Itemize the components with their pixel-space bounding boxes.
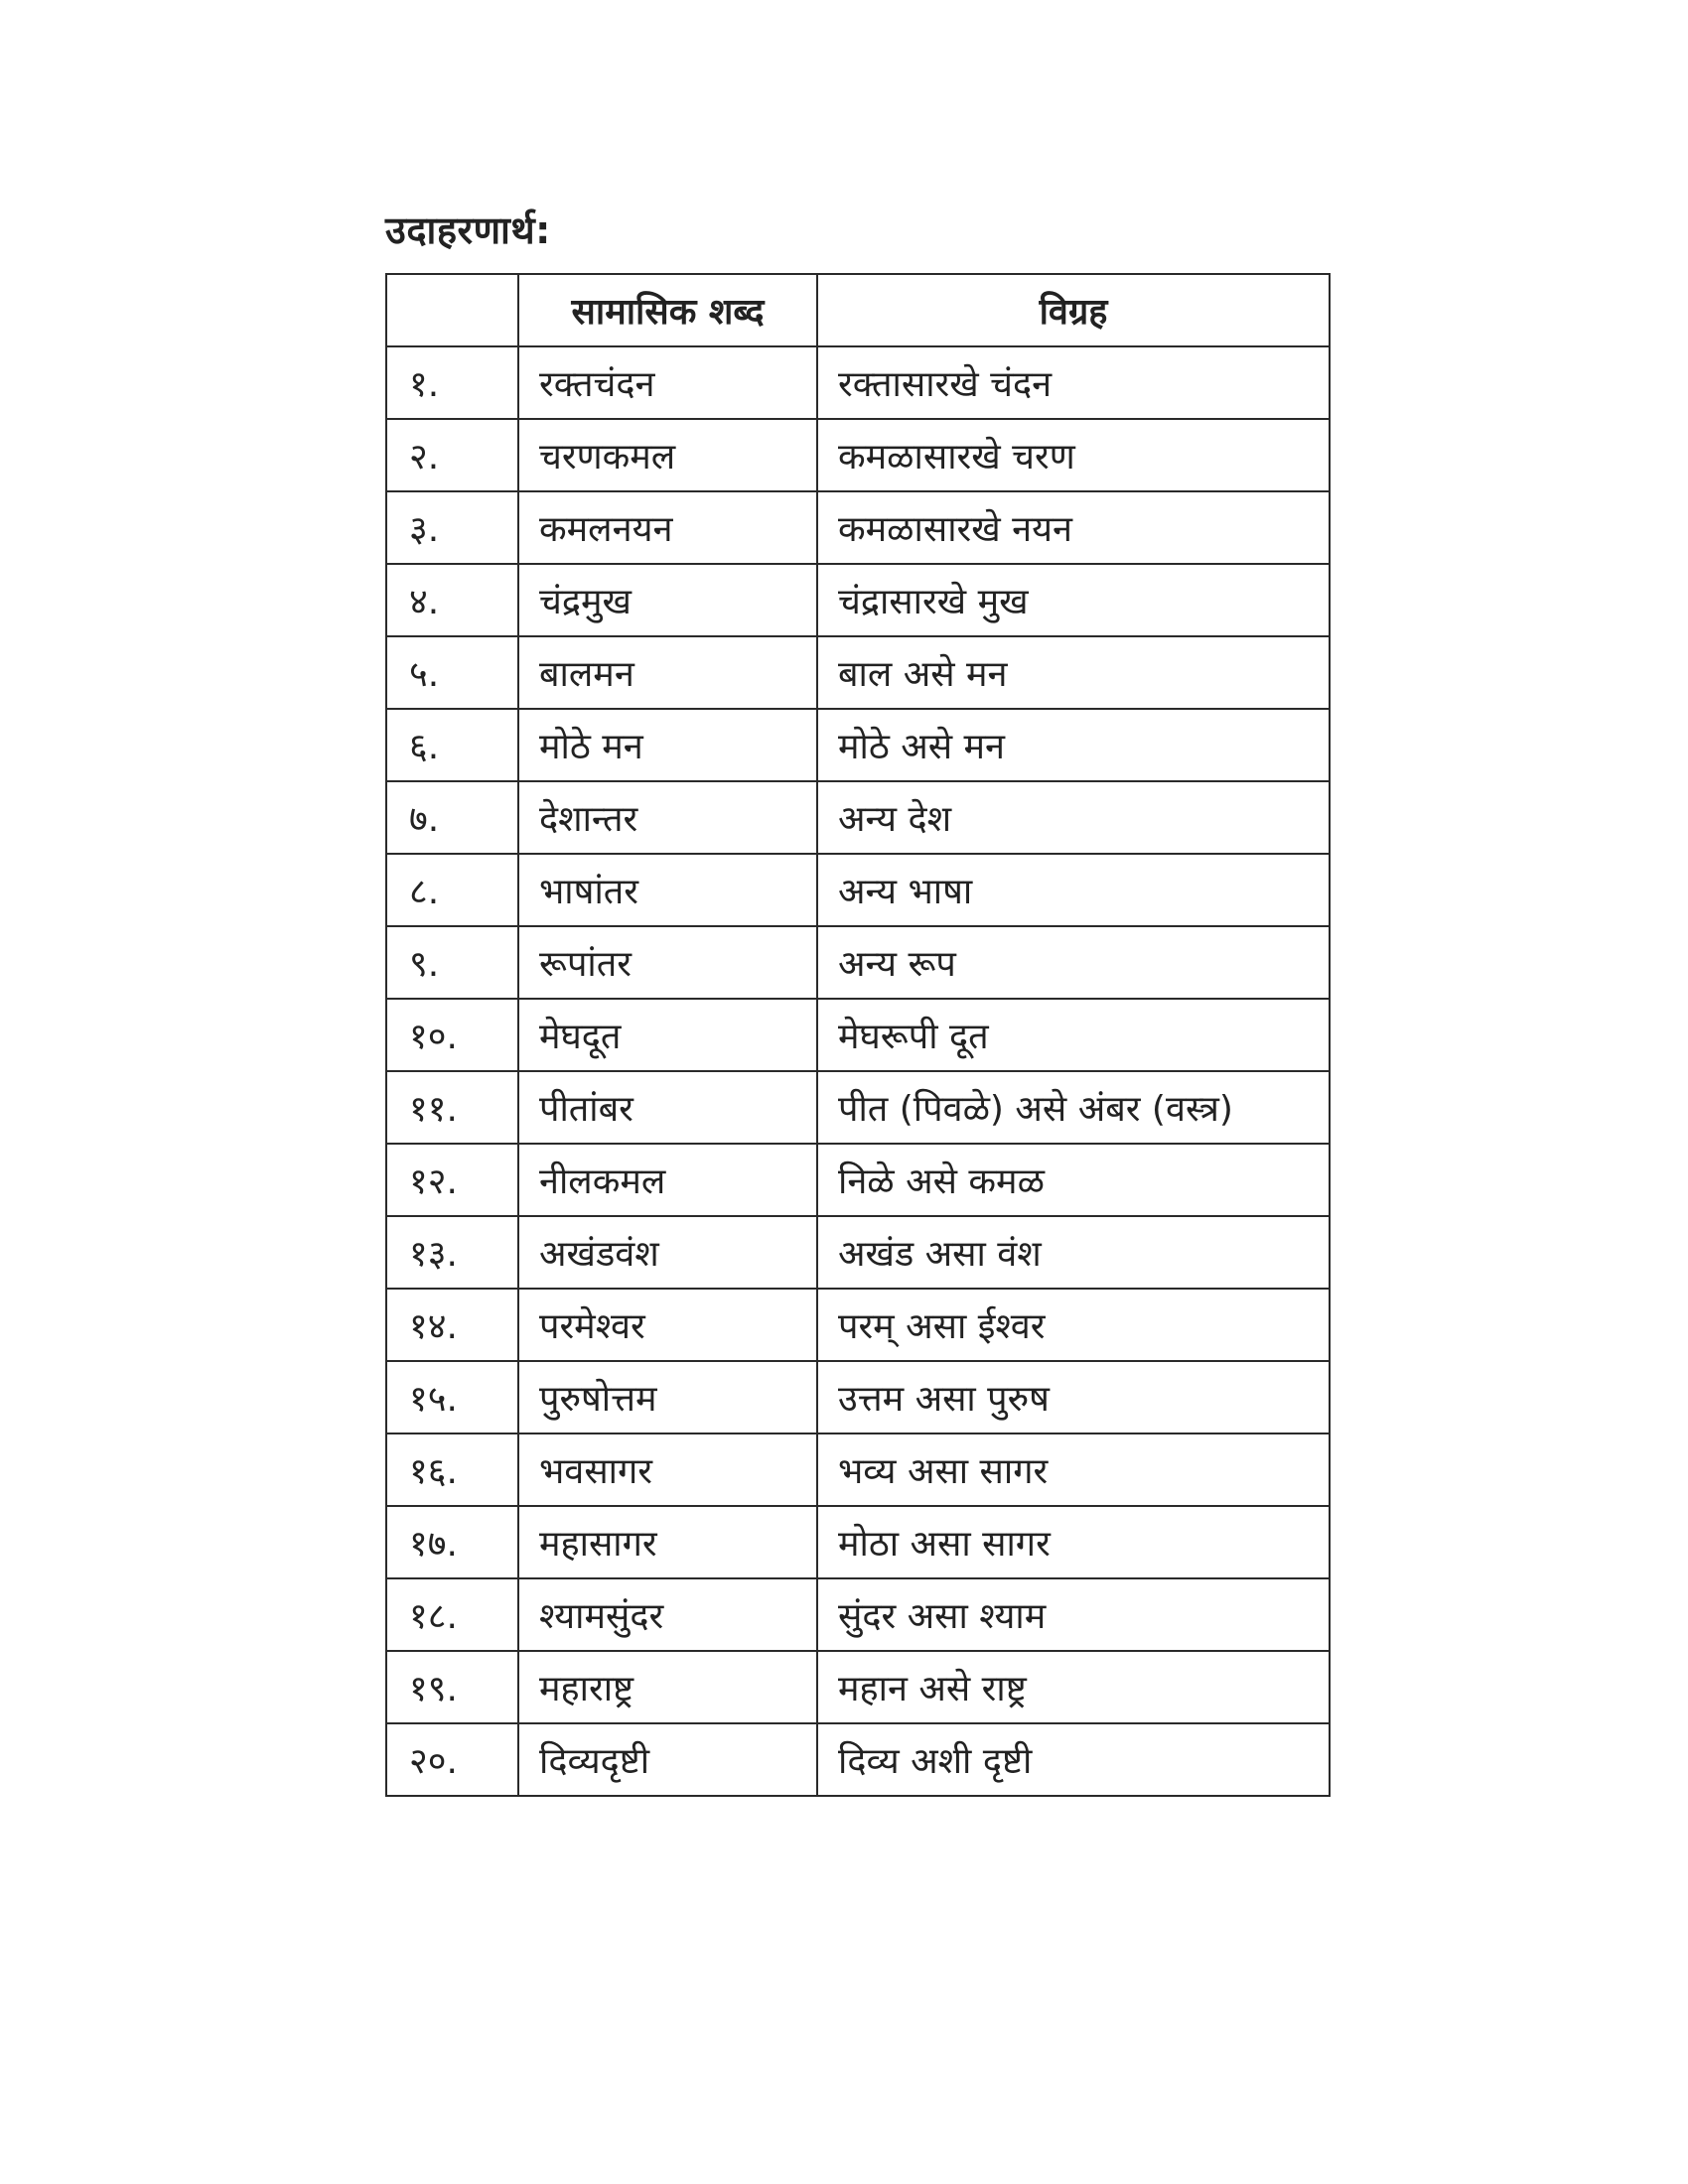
- compound-word-cell: देशान्तर: [518, 781, 817, 854]
- table-row: [386, 1361, 1330, 1433]
- serial-number-cell: ३.: [386, 491, 518, 564]
- vigraha-cell: उत्तम असा पुरुष: [817, 1361, 1330, 1433]
- serial-number-cell: ४.: [386, 564, 518, 636]
- compound-word-cell: महासागर: [518, 1506, 817, 1578]
- header-compound-word: सामासिक शब्द: [518, 274, 817, 346]
- table-row: [386, 491, 1330, 564]
- table-row: [386, 1651, 1330, 1723]
- serial-number-cell: १५.: [386, 1361, 518, 1433]
- vigraha-cell: सुंदर असा श्याम: [817, 1578, 1330, 1651]
- table-row: [386, 781, 1330, 854]
- vigraha-cell: मेघरूपी दूत: [817, 999, 1330, 1071]
- table-row: [386, 1723, 1330, 1796]
- vigraha-cell: अखंड असा वंश: [817, 1216, 1330, 1289]
- compound-word-cell: नीलकमल: [518, 1144, 817, 1216]
- compound-word-cell: महाराष्ट्र: [518, 1651, 817, 1723]
- vigraha-cell: मोठा असा सागर: [817, 1506, 1330, 1578]
- serial-number-cell: १४.: [386, 1289, 518, 1361]
- compound-word-cell: अखंडवंश: [518, 1216, 817, 1289]
- vigraha-cell: दिव्य अशी दृष्टी: [817, 1723, 1330, 1796]
- table-row: [386, 1216, 1330, 1289]
- table-row: [386, 564, 1330, 636]
- header-serial: [386, 274, 518, 346]
- compound-words-table: [385, 273, 1331, 1797]
- compound-word-cell: परमेश्वर: [518, 1289, 817, 1361]
- compound-word-cell: दिव्यदृष्टी: [518, 1723, 817, 1796]
- vigraha-cell: अन्य भाषा: [817, 854, 1330, 926]
- compound-word-cell: मेघदूत: [518, 999, 817, 1071]
- table-row: [386, 1433, 1330, 1506]
- serial-number-cell: १३.: [386, 1216, 518, 1289]
- serial-number-cell: १७.: [386, 1506, 518, 1578]
- vigraha-cell: रक्तासारखे चंदन: [817, 346, 1330, 419]
- table-row: [386, 926, 1330, 999]
- serial-number-cell: २.: [386, 419, 518, 491]
- vigraha-cell: अन्य रूप: [817, 926, 1330, 999]
- table-row: [386, 709, 1330, 781]
- vigraha-cell: पीत (पिवळे) असे अंबर (वस्त्र): [817, 1071, 1330, 1144]
- table-row: [386, 999, 1330, 1071]
- table-header-row: [386, 274, 1330, 346]
- compound-word-cell: मोठे मन: [518, 709, 817, 781]
- compound-word-cell: रक्तचंदन: [518, 346, 817, 419]
- compound-word-cell: पीतांबर: [518, 1071, 817, 1144]
- table-row: [386, 1578, 1330, 1651]
- compound-word-cell: चरणकमल: [518, 419, 817, 491]
- compound-word-cell: कमलनयन: [518, 491, 817, 564]
- serial-number-cell: ५.: [386, 636, 518, 709]
- table-row: [386, 1071, 1330, 1144]
- table-row: [386, 1144, 1330, 1216]
- table-row: [386, 854, 1330, 926]
- serial-number-cell: १६.: [386, 1433, 518, 1506]
- table-row: [386, 419, 1330, 491]
- compound-word-cell: चंद्रमुख: [518, 564, 817, 636]
- vigraha-cell: निळे असे कमळ: [817, 1144, 1330, 1216]
- serial-number-cell: १८.: [386, 1578, 518, 1651]
- serial-number-cell: १०.: [386, 999, 518, 1071]
- serial-number-cell: ८.: [386, 854, 518, 926]
- vigraha-cell: मोठे असे मन: [817, 709, 1330, 781]
- serial-number-cell: ७.: [386, 781, 518, 854]
- table-row: [386, 346, 1330, 419]
- serial-number-cell: ६.: [386, 709, 518, 781]
- page-heading: उदाहरणार्थ:: [385, 208, 551, 252]
- compound-word-cell: भवसागर: [518, 1433, 817, 1506]
- compound-word-cell: रूपांतर: [518, 926, 817, 999]
- vigraha-cell: बाल असे मन: [817, 636, 1330, 709]
- vigraha-cell: परम् असा ईश्वर: [817, 1289, 1330, 1361]
- compound-word-cell: श्यामसुंदर: [518, 1578, 817, 1651]
- vigraha-cell: अन्य देश: [817, 781, 1330, 854]
- serial-number-cell: १२.: [386, 1144, 518, 1216]
- serial-number-cell: १९.: [386, 1651, 518, 1723]
- table-row: [386, 1506, 1330, 1578]
- serial-number-cell: १.: [386, 346, 518, 419]
- compound-word-cell: बालमन: [518, 636, 817, 709]
- table-row: [386, 1289, 1330, 1361]
- vigraha-cell: कमळासारखे चरण: [817, 419, 1330, 491]
- serial-number-cell: ९.: [386, 926, 518, 999]
- vigraha-cell: चंद्रासारखे मुख: [817, 564, 1330, 636]
- serial-number-cell: २०.: [386, 1723, 518, 1796]
- header-vigraha: विग्रह: [817, 274, 1330, 346]
- vigraha-cell: महान असे राष्ट्र: [817, 1651, 1330, 1723]
- table-body: [386, 346, 1330, 1796]
- table-row: [386, 636, 1330, 709]
- vigraha-cell: भव्य असा सागर: [817, 1433, 1330, 1506]
- compound-word-cell: पुरुषोत्तम: [518, 1361, 817, 1433]
- serial-number-cell: ११.: [386, 1071, 518, 1144]
- compound-word-cell: भाषांतर: [518, 854, 817, 926]
- vigraha-cell: कमळासारखे नयन: [817, 491, 1330, 564]
